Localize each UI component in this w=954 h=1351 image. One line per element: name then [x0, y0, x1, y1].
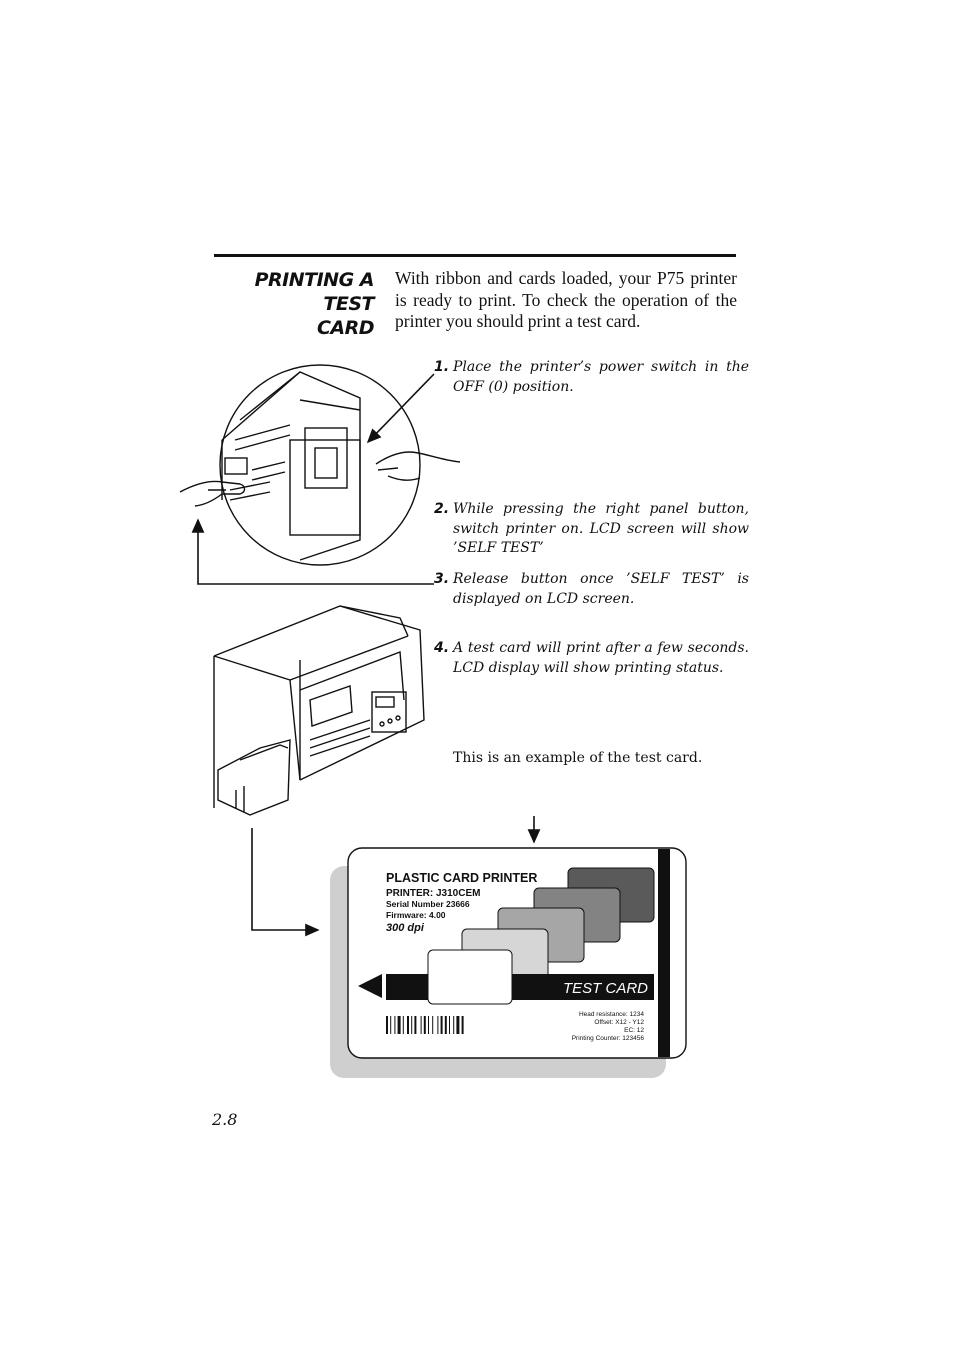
- barcode-bar: [437, 1016, 438, 1034]
- step-3-text: Release button once ’SELF TEST’ is displayed on LCD screen.: [453, 571, 749, 607]
- step-2-text: While pressing the right panel button, switch printer on. LCD screen will show ’SELF TEST’: [453, 501, 749, 556]
- magnetic-stripe: [658, 849, 670, 1057]
- barcode-bar: [432, 1016, 433, 1034]
- test-card-illustration: [330, 848, 686, 1078]
- intro-paragraph: With ribbon and cards loaded, your P75 printer is ready to print. To check the operation of the printer you should print a test card.: [395, 268, 737, 331]
- card-dpi: 300 dpi: [386, 922, 424, 934]
- step-1-text: Place the printer’s power switch in the OFF (0) position.: [453, 359, 749, 395]
- barcode-bar: [441, 1016, 443, 1034]
- section-title-line1: PRINTING A TEST: [254, 269, 374, 315]
- barcode-bar: [449, 1016, 450, 1034]
- section-title-line2: CARD: [316, 317, 374, 339]
- card-ec: EC: 12: [624, 1027, 644, 1034]
- page-number: 2.8: [212, 1110, 238, 1129]
- step-1-number: 1.: [434, 359, 450, 375]
- barcode-bar: [390, 1016, 391, 1034]
- barcode-bar: [453, 1016, 454, 1034]
- card-head-resistance: Head resistance: 1234: [578, 1011, 644, 1018]
- barcode-bar: [411, 1016, 412, 1034]
- swatch-5: [428, 950, 512, 1004]
- barcode-bar: [421, 1016, 422, 1034]
- barcode-bar: [462, 1016, 464, 1034]
- step-3-number: 3.: [434, 571, 450, 587]
- step-2-number: 2.: [434, 501, 450, 517]
- connector-printer-to-card: [252, 828, 318, 930]
- step-4-number: 4.: [434, 640, 450, 656]
- barcode-bar: [456, 1016, 459, 1034]
- card-printer: PRINTER: J310CEM: [386, 888, 481, 899]
- card-heading: PLASTIC CARD PRINTER: [386, 871, 538, 885]
- barcode-bar: [394, 1016, 395, 1034]
- card-serial: Serial Number 23666: [386, 899, 470, 909]
- barcode-bar: [386, 1016, 388, 1034]
- power-switch-detail-illustration: [180, 365, 460, 565]
- barcode-bar: [445, 1016, 447, 1034]
- barcode-bar: [414, 1016, 416, 1034]
- banner-text: TEST CARD: [562, 980, 648, 997]
- barcode-bar: [424, 1016, 426, 1034]
- barcode-bar: [398, 1016, 401, 1034]
- barcode-bar: [403, 1016, 404, 1034]
- connector-step3-arrow: [198, 520, 434, 584]
- card-printing-counter: Printing Counter: 123456: [571, 1035, 644, 1042]
- card-offset: Offset: X12 - Y12: [594, 1019, 644, 1026]
- barcode-bar: [407, 1016, 409, 1034]
- test-card-caption: This is an example of the test card.: [453, 750, 703, 766]
- printer-illustration: [214, 606, 424, 815]
- step-4-text: A test card will print after a few seconds. LCD display will show printing status.: [453, 640, 749, 676]
- card-firmware: Firmware: 4.00: [386, 910, 446, 920]
- barcode-bar: [428, 1016, 429, 1034]
